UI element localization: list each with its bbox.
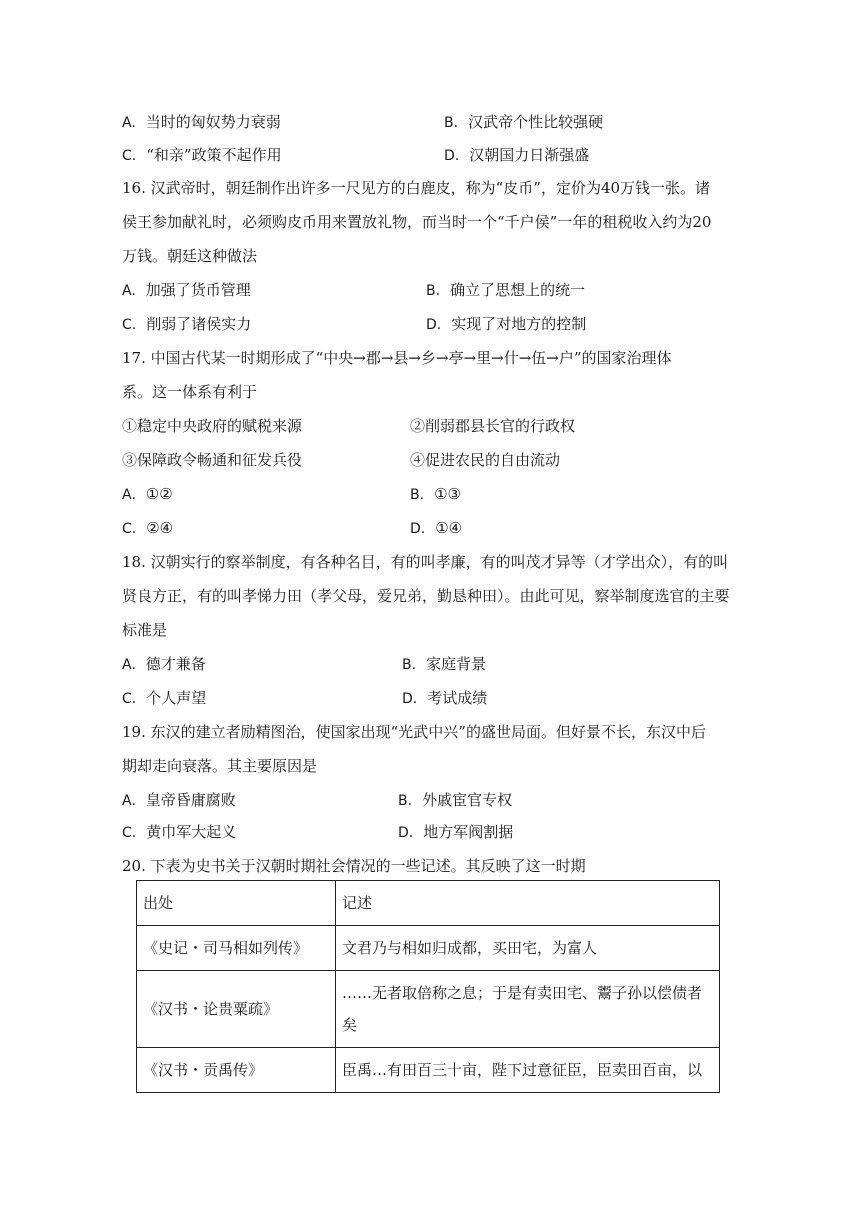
table-cell-record: 臣禹…有田百三十亩，陛下过意征臣，臣卖田百亩，以 xyxy=(336,1048,720,1093)
q17-item-2: ②削弱郡县长官的行政权 xyxy=(410,417,576,435)
option-letter: D. xyxy=(402,691,418,707)
option-text: ①② xyxy=(145,485,173,503)
q16-stem-line3: 万钱。朝廷这种做法 xyxy=(122,247,258,265)
q18-stem-line1: 18. 汉朝实行的察举制度，有各种名目，有的叫孝廉，有的叫茂才异等（才学出众），有的叫 xyxy=(122,553,729,571)
q18-option-c[interactable] xyxy=(122,688,206,709)
option-text: “和亲”政策不起作用 xyxy=(146,146,282,164)
option-letter: B. xyxy=(410,487,425,503)
option-letter: D. xyxy=(398,825,414,841)
option-letter: D. xyxy=(426,317,442,333)
q17-option-a[interactable] xyxy=(122,484,173,505)
option-text: 外戚宦官专权 xyxy=(422,791,513,809)
table-header-record: 记述 xyxy=(336,881,720,926)
option-letter: C. xyxy=(122,148,137,164)
option-letter: A. xyxy=(122,487,136,503)
option-text: 黄巾军大起义 xyxy=(146,823,237,841)
q19-option-a[interactable] xyxy=(122,790,236,811)
q16-option-d[interactable] xyxy=(426,314,586,335)
option-letter: A. xyxy=(122,115,136,131)
option-letter: D. xyxy=(410,521,426,537)
option-letter: C. xyxy=(122,825,137,841)
q17-item-1: ①稳定中央政府的赋税来源 xyxy=(122,417,303,435)
q20-stem: 20. 下表为史书关于汉朝时期社会情况的一些记述。其反映了这一时期 xyxy=(122,857,586,875)
option-letter: B. xyxy=(402,657,417,673)
q17-item-3: ③保障政令畅通和征发兵役 xyxy=(122,451,303,469)
q18-stem-line3: 标准是 xyxy=(122,621,168,639)
option-text: 削弱了诸侯实力 xyxy=(146,315,252,333)
option-letter: B. xyxy=(398,793,413,809)
q16-option-c[interactable] xyxy=(122,314,251,335)
q15-option-d[interactable] xyxy=(444,145,589,166)
option-text: 汉武帝个性比较强硬 xyxy=(468,113,604,131)
table-cell-record: 文君乃与相如归成都，买田宅，为富人 xyxy=(336,926,720,971)
q18-option-a[interactable] xyxy=(122,654,206,675)
q15-option-c[interactable] xyxy=(122,145,282,166)
table-cell-record: ……无者取倍称之息；于是有卖田宅、鬻子孙以偿债者矣 xyxy=(336,971,720,1048)
q19-stem-line1: 19. 东汉的建立者励精图治，使国家出现“光武中兴”的盛世局面。但好景不长，东汉中后 xyxy=(122,723,706,741)
q18-option-b[interactable] xyxy=(402,654,486,675)
option-letter: C. xyxy=(122,691,137,707)
option-text: 家庭背景 xyxy=(426,655,487,673)
option-text: 皇帝昏庸腐败 xyxy=(145,791,236,809)
option-letter: A. xyxy=(122,793,136,809)
option-text: 德才兼备 xyxy=(145,655,206,673)
q17-option-b[interactable] xyxy=(410,484,461,505)
q19-option-c[interactable] xyxy=(122,822,236,843)
option-text: 汉朝国力日渐强盛 xyxy=(469,146,590,164)
q16-option-a[interactable] xyxy=(122,280,251,301)
q17-item-4: ④促进农民的自由流动 xyxy=(410,451,561,469)
table-header-source: 出处 xyxy=(137,881,336,926)
option-letter: B. xyxy=(426,283,441,299)
table-row xyxy=(137,1048,720,1093)
table-row xyxy=(137,971,720,1048)
option-text: 实现了对地方的控制 xyxy=(451,315,587,333)
q17-option-c[interactable] xyxy=(122,518,173,539)
table-cell-source: 《汉书・贡禹传》 xyxy=(137,1048,336,1093)
q19-option-d[interactable] xyxy=(398,822,513,843)
q17-stem-line2: 系。这一体系有利于 xyxy=(122,383,258,401)
table-cell-source: 《史记・司马相如列传》 xyxy=(137,926,336,971)
option-text: ①④ xyxy=(435,519,463,537)
option-text: 加强了货币管理 xyxy=(145,281,251,299)
q19-option-b[interactable] xyxy=(398,790,512,811)
option-text: 考试成绩 xyxy=(427,689,488,707)
q19-stem-line2: 期却走向衰落。其主要原因是 xyxy=(122,757,318,775)
option-letter: C. xyxy=(122,317,137,333)
option-text: ①③ xyxy=(434,485,461,503)
table-row xyxy=(137,926,720,971)
q20-source-table xyxy=(136,880,720,1093)
option-letter: A. xyxy=(122,283,136,299)
q16-option-b[interactable] xyxy=(426,280,585,301)
q18-stem-line2: 贤良方正，有的叫孝悌力田（孝父母，爱兄弟，勤恳种田）。由此可见，察举制度选官的主要 xyxy=(122,587,730,605)
q17-stem-line1: 17. 中国古代某一时期形成了“中央→郡→县→乡→亭→里→什→伍→户”的国家治理体 xyxy=(122,349,672,367)
option-text: ②④ xyxy=(146,519,174,537)
option-text: 个人声望 xyxy=(146,689,207,707)
q17-option-d[interactable] xyxy=(410,518,462,539)
q15-option-b[interactable] xyxy=(444,112,603,133)
option-text: 地方军阀割据 xyxy=(423,823,514,841)
table-cell-source: 《汉书・论贵粟疏》 xyxy=(137,971,336,1048)
q16-stem-line2: 侯王参加献礼时，必须购皮币用来置放礼物，而当时一个“千户侯”一年的租税收入约为20 xyxy=(122,213,712,231)
option-letter: D. xyxy=(444,148,460,164)
option-text: 当时的匈奴势力衰弱 xyxy=(145,113,281,131)
option-letter: C. xyxy=(122,521,137,537)
option-letter: B. xyxy=(444,115,459,131)
q16-stem-line1: 16. 汉武帝时，朝廷制作出许多一尺见方的白鹿皮，称为“皮币”，定价为40万钱一张。诸 xyxy=(122,179,711,197)
option-text: 确立了思想上的统一 xyxy=(450,281,586,299)
q15-option-a[interactable] xyxy=(122,112,281,133)
option-letter: A. xyxy=(122,657,136,673)
table-header-row xyxy=(137,881,720,926)
q18-option-d[interactable] xyxy=(402,688,487,709)
